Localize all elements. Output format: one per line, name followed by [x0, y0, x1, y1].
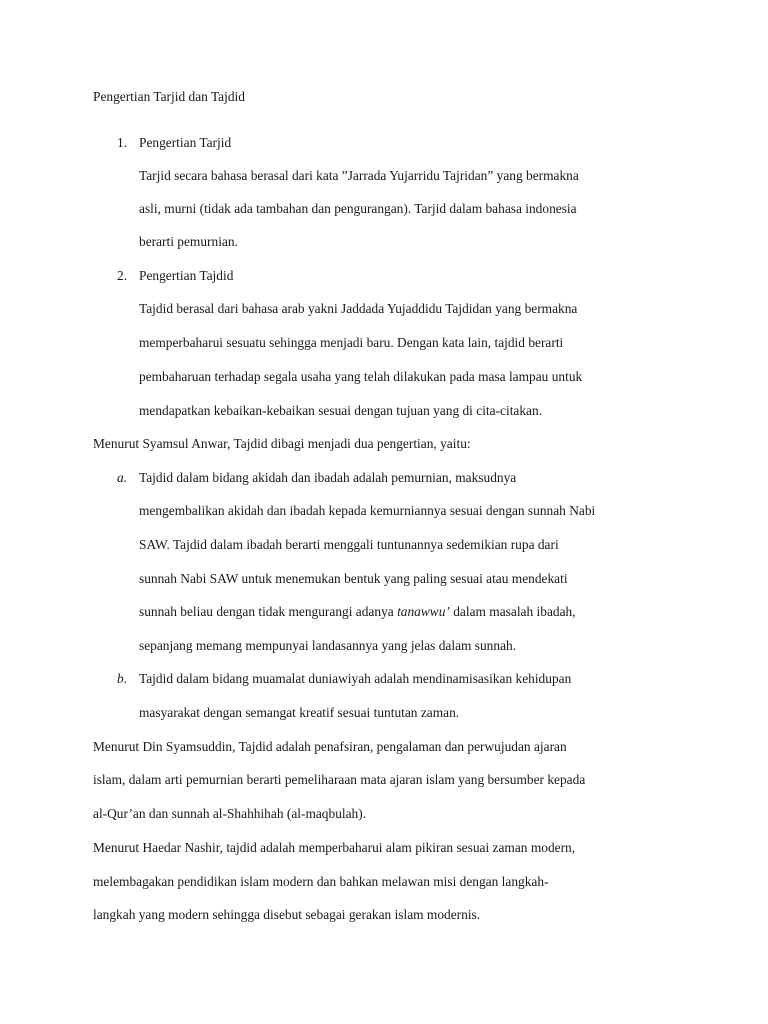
- paragraph-line: berarti pemurnian.: [139, 234, 238, 249]
- paragraph-line: Menurut Syamsul Anwar, Tajdid dibagi menjadi dua pengertian, yaitu:: [93, 436, 471, 451]
- paragraph-line: mendapatkan kebaikan-kebaikan sesuai dengan tujuan yang di cita-citakan.: [139, 403, 543, 418]
- paragraph-line: Tajdid berasal dari bahasa arab yakni Jaddada Yujaddidu Tajdidan yang bermakna: [139, 301, 578, 316]
- section-heading-tarjid: Pengertian Tarjid: [139, 135, 232, 150]
- paragraph-line: sepanjang memang mempunyai landasannya yang jelas dalam sunnah.: [139, 638, 517, 653]
- paragraph-line: Menurut Haedar Nashir, tajdid adalah memperbaharui alam pikiran sesuai zaman modern,: [93, 840, 576, 855]
- paragraph-line: masyarakat dengan semangat kreatif sesuai tuntutan zaman.: [139, 705, 460, 720]
- list-marker-1: 1.: [117, 135, 128, 150]
- paragraph-line: islam, dalam arti pemurnian berarti pemeliharaan mata ajaran islam yang bersumber kepada: [93, 772, 586, 787]
- paragraph-line: Tajdid dalam bidang muamalat duniawiyah adalah mendinamisasikan kehidupan: [139, 671, 572, 686]
- document-title: Pengertian Tarjid dan Tajdid: [93, 89, 245, 104]
- paragraph-line: Tarjid secara bahasa berasal dari kata ”Jarrada Yujarridu Tajridan” yang bermakna: [139, 168, 579, 183]
- paragraph-line: mengembalikan akidah dan ibadah kepada kemurniannya sesuai dengan sunnah Nabi: [139, 503, 596, 518]
- list-marker-b: b.: [117, 671, 128, 686]
- paragraph-line: melembagakan pendidikan islam modern dan bahkan melawan misi dengan langkah-: [93, 874, 549, 889]
- paragraph-line: asli, murni (tidak ada tambahan dan pengurangan). Tarjid dalam bahasa indonesia: [139, 201, 577, 216]
- text-run: sunnah beliau dengan tidak mengurangi adanya: [139, 604, 398, 619]
- paragraph-line: sunnah Nabi SAW untuk menemukan bentuk yang paling sesuai atau mendekati: [139, 571, 568, 586]
- section-heading-tajdid: Pengertian Tajdid: [139, 268, 234, 283]
- paragraph-line: Tajdid dalam bidang akidah dan ibadah adalah pemurnian, maksudnya: [139, 470, 517, 485]
- paragraph-line: SAW. Tajdid dalam ibadah berarti menggali tuntunannya sedemikian rupa dari: [139, 537, 559, 552]
- paragraph-line: [139, 603, 576, 621]
- italic-term: tanawwu’: [397, 604, 450, 619]
- paragraph-line: pembaharuan terhadap segala usaha yang telah dilakukan pada masa lampau untuk: [139, 369, 583, 384]
- paragraph-line: memperbaharui sesuatu sehingga menjadi baru. Dengan kata lain, tajdid berarti: [139, 335, 564, 350]
- text-run: dalam masalah ibadah,: [449, 604, 576, 619]
- paragraph-line: Menurut Din Syamsuddin, Tajdid adalah penafsiran, pengalaman dan perwujudan ajaran: [93, 739, 567, 754]
- list-marker-a: a.: [117, 470, 128, 485]
- list-marker-2: 2.: [117, 268, 128, 283]
- paragraph-line: al-Qur’an dan sunnah al-Shahhihah (al-maqbulah).: [93, 806, 367, 821]
- paragraph-line: langkah yang modern sehingga disebut sebagai gerakan islam modernis.: [93, 907, 481, 922]
